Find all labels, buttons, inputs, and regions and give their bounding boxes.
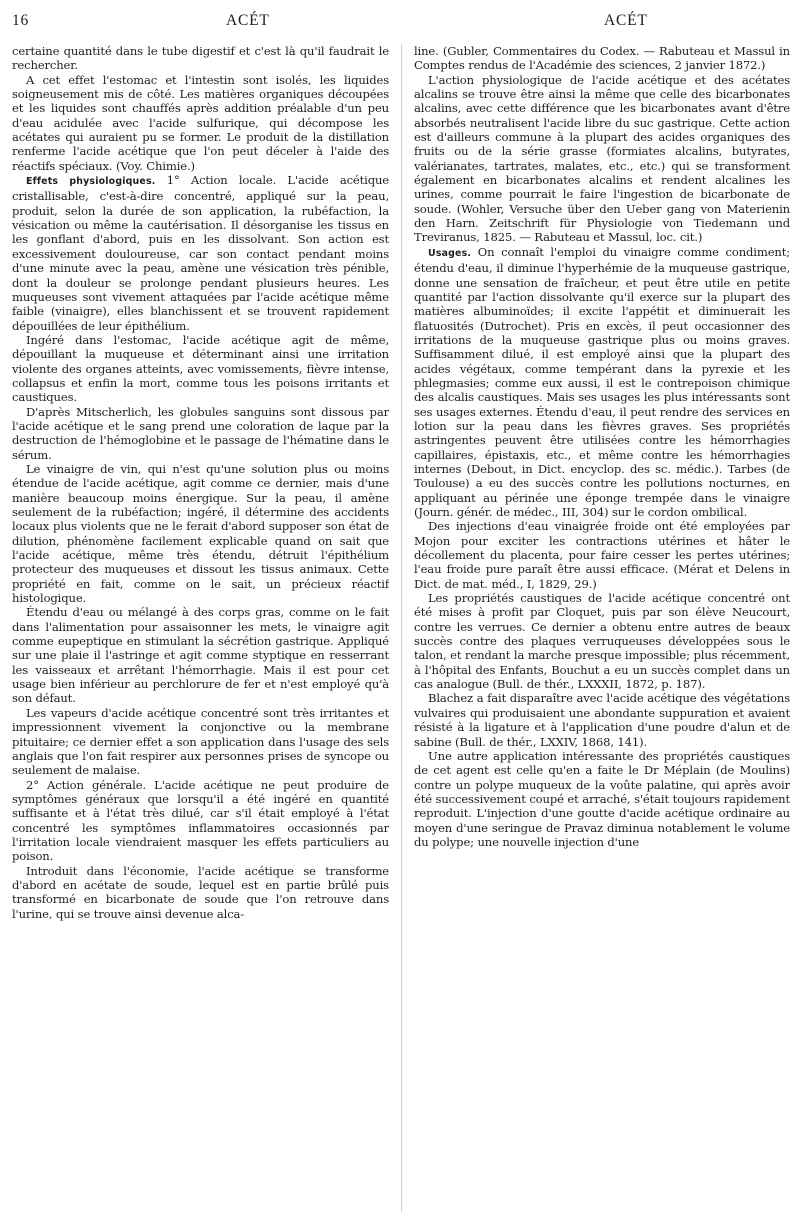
paragraph-text: Ingéré dans l'estomac, l'acide acétique agit de même, dépouillant la muqueuse et déterminant ainsi une irritation violente des organes atteints, avec vomissements, fièvre intense, collapsus et enfin la mort, comme tous les poisons irritants et caustiques. <box>12 332 389 405</box>
left-column <box>12 44 389 1214</box>
paragraph <box>12 333 389 405</box>
running-head-right: ACÉT <box>604 12 648 29</box>
paragraph-text: Des injections d'eau vinaigrée froide ont été employées par Mojon pour exciter les contractions utérines et hâter le décollement du placenta, pour faire cesser les pertes utérines; l'eau froide pure paraît être aussi efficace. (Mérat et Delens in Dict. de mat. méd., I, 1829, 29.) <box>414 519 790 591</box>
page-number: 16 <box>12 12 30 29</box>
paragraph-text: Les vapeurs d'acide acétique concentré sont très irritantes et impressionnent vivement la conjonctive ou la membrane pituitaire; ce dernier effet a son application dans l'usage des sels anglais que l'on fait respirer aux personnes prises de syncope ou seulement de malaise. <box>12 705 389 778</box>
paragraph-text: A cet effet l'estomac et l'intestin sont isolés, les liquides soigneusement mis de côté. Les matières organiques découpées et les liquides sont chauffés après addition préalable d'un peu d'eau acidulée avec l'acide sulfurique, qui décompose les acétates qui auraient pu se former. Le produit de la distillation renferme l'acide acétique que l'on peut déceler à l'aide des réactifs spéciaux. (Voy. Chimie.) <box>12 72 389 173</box>
paragraph <box>12 405 389 462</box>
paragraph <box>414 44 790 73</box>
paragraph-text: Introduit dans l'économie, l'acide acétique se transforme d'abord en acétate de soude, lequel est en partie brûlé puis transformé en bicarbonate de soude que l'on retrouve dans l'urine, qui se trouve ainsi devenue alca- <box>12 863 389 921</box>
paragraph <box>414 591 790 691</box>
paragraph <box>12 778 389 864</box>
paragraph-text: Les propriétés caustiques de l'acide acétique concentré ont été mises à profit par Cloquet, puis par son élève Neucourt, contre les verrues. Ce dernier a obtenu entre autres de beaux succès contre des plaques verruqueuses développées sous le talon, et rendant la marche presque impossible; plus récemment, à l'hôpital des Enfants, Bouchut a eu un succès complet dans un cas analogue (Bull. de thér., LXXXII, 1872, p. 187). <box>414 591 790 692</box>
paragraph <box>414 245 790 520</box>
paragraph-text: Étendu d'eau ou mélangé à des corps gras, comme on le fait dans l'alimentation pour assaisonner les mets, le vinaigre agit comme eupeptique en stimulant la sécrétion gastrique. Appliqué sur une plaie il l'astringe et agit comme styptique en resserrant les vaisseaux et arrêtant l'hémorrhagie. Mais il est pour cet usage bien inférieur au perchlorure de fer et n'est employé qu'à son défaut. <box>12 605 389 706</box>
column-divider <box>401 44 402 1212</box>
running-head-left: ACÉT <box>226 12 270 29</box>
paragraph-text: 2° Action générale. L'acide acétique ne peut produire de symptômes généraux que lorsqu'il a été ingéré en quantité suffisante et à l'état très dilué, car s'il était employé à l'état concentré les symptômes inflammatoires occasionnés par l'irritation locale viendraient masquer les effets particuliers au poison. <box>12 777 389 864</box>
page-header <box>0 10 800 34</box>
paragraph-text: 1° Action locale. L'acide acétique cristallisable, c'est-à-dire concentré, appliqué sur la peau, produit, selon la durée de son application, la rubéfaction, la vésication ou même la cautérisation. Il désorganise les tissus en les gonflant d'abord, puis en les dissolvant. Son action est excessivement douloureuse, car son contact pendant moins d'une minute avec la peau, amène une vésication très pénible, dont la douleur se prolonge pendant plusieurs heures. Les muqueuses sont vivement attaquées par l'acide acétique même faible (vinaigre), elles blanchissent et se trouvent rapidement dépouillées de leur épithélium. <box>12 173 389 333</box>
paragraph <box>12 706 389 778</box>
paragraph-text: certaine quantité dans le tube digestif et c'est là qu'il faudrait le rechercher. <box>12 44 389 73</box>
paragraph-text: Blachez a fait disparaître avec l'acide acétique des végétations vulvaires qui produisaient une abondante suppuration et avaient résisté à la ligature et à l'application d'une poudre d'alun et de sabine (Bull. de thér., LXXIV, 1868, 141). <box>414 691 790 749</box>
paragraph-text: L'action physiologique de l'acide acétique et des acétates alcalins se trouve être ainsi la même que celle des bicarbonates alcalins, avec cette différence que les bicarbonates avant d'être absorbés neutralisent l'acide libre du suc gastrique. Cette action est d'ailleurs commune à la plupart des acides organiques des fruits ou de la série grasse (formiates alcalins, butyrates, valérianates, tartrates, malates, etc., etc.) qui se transforment également en bicarbonates alcalins et rendent alcalines les urines, comme pourrait le faire l'ingestion de bicarbonate de soude. (Wohler, Versuche über den Ueber gang von Materienin den Harn. Zeitschrift für Physiologie von Tiedemann und Treviranus, 1825. — Rabuteau et Massul, loc. cit.) <box>414 72 790 245</box>
section-lead: Usages. <box>428 247 472 259</box>
paragraph <box>414 73 790 245</box>
paragraph-text: Le vinaigre de vin, qui n'est qu'une solution plus ou moins étendue de l'acide acétique, agit comme ce dernier, mais d'une manière beaucoup moins énergique. Sur la peau, il amène seulement de la rubéfaction; ingéré, il détermine des accidents locaux plus violents que ne le ferait d'abord supposer son état de dilution, phénomène facilement explicable quand on sait que l'acide acétique, même très étendu, détruit l'épithélium protecteur des muqueuses et dissout les tissus animaux. Cette propriété en fait, comme on le sait, un précieux réactif histologique. <box>12 461 389 606</box>
paragraph <box>12 864 389 921</box>
paragraph-text: On connaît l'emploi du vinaigre comme condiment; étendu d'eau, il diminue l'hyperhémie de la muqueuse gastrique, donne une sensation de fraîcheur, et peut être utile en petite quantité par l'action dissolvante qu'il exerce sur la plupart des matières albuminoïdes; il excite l'appétit et diminuerait les flatuosités (Dutrochet). Pris en excès, il peut occasionner des irritations de la muqueuse gastrique plus ou moins graves. Suffisamment dilué, il est employé ainsi que la plupart des acides végétaux, comme tempérant dans la pyrexie et les phlegmasies; comme eux aussi, il est le contrepoison chimique des alcalis caustiques. Mais ses usages les plus intéressants sont ses usages externes. Étendu d'eau, il peut rendre des services en lotion sur la peau dans les fièvres graves. Ses propriétés astringentes peuvent être utilisées contre les hémorrhagies capillaires, épistaxis, etc., et même contre les hémorrhagies internes (Debout, in Dict. encyclop. des sc. médic.). Tarbes (de Toulouse) a eu des succès contre les pollutions nocturnes, en appliquant au périnée une éponge trempée dans le vinaigre (Journ. génér. de médec., III, 304) sur le cordon ombilical. <box>414 244 790 519</box>
paragraph <box>414 749 790 849</box>
right-column <box>414 44 790 1214</box>
paragraph <box>414 519 790 591</box>
paragraph-text: line. (Gubler, Commentaires du Codex. — Rabuteau et Massul in Comptes rendus de l'Académie des sciences, 2 janvier 1872.) <box>414 44 790 73</box>
paragraph <box>12 605 389 705</box>
paragraph-text: Une autre application intéressante des propriétés caustiques de cet agent est celle qu'en a faite le Dr Méplain (de Moulins) contre un polype muqueux de la voûte palatine, qui après avoir été successivement coupé et arraché, s'était toujours rapidement reproduit. L'injection d'une goutte d'acide acétique ordinaire au moyen d'une seringue de Pravaz diminua notablement le volume du polype; une nouvelle injection d'une <box>414 748 790 849</box>
paragraph-text: D'après Mitscherlich, les globules sanguins sont dissous par l'acide acétique et le sang prend une coloration de laque par la destruction de l'hémoglobine et le passage de l'hématine dans le sérum. <box>12 404 389 462</box>
paragraph <box>12 73 389 173</box>
paragraph <box>12 462 389 605</box>
section-lead: Effets physiologiques. <box>26 176 156 188</box>
paragraph <box>12 44 389 73</box>
paragraph <box>12 173 389 333</box>
paragraph <box>414 691 790 748</box>
